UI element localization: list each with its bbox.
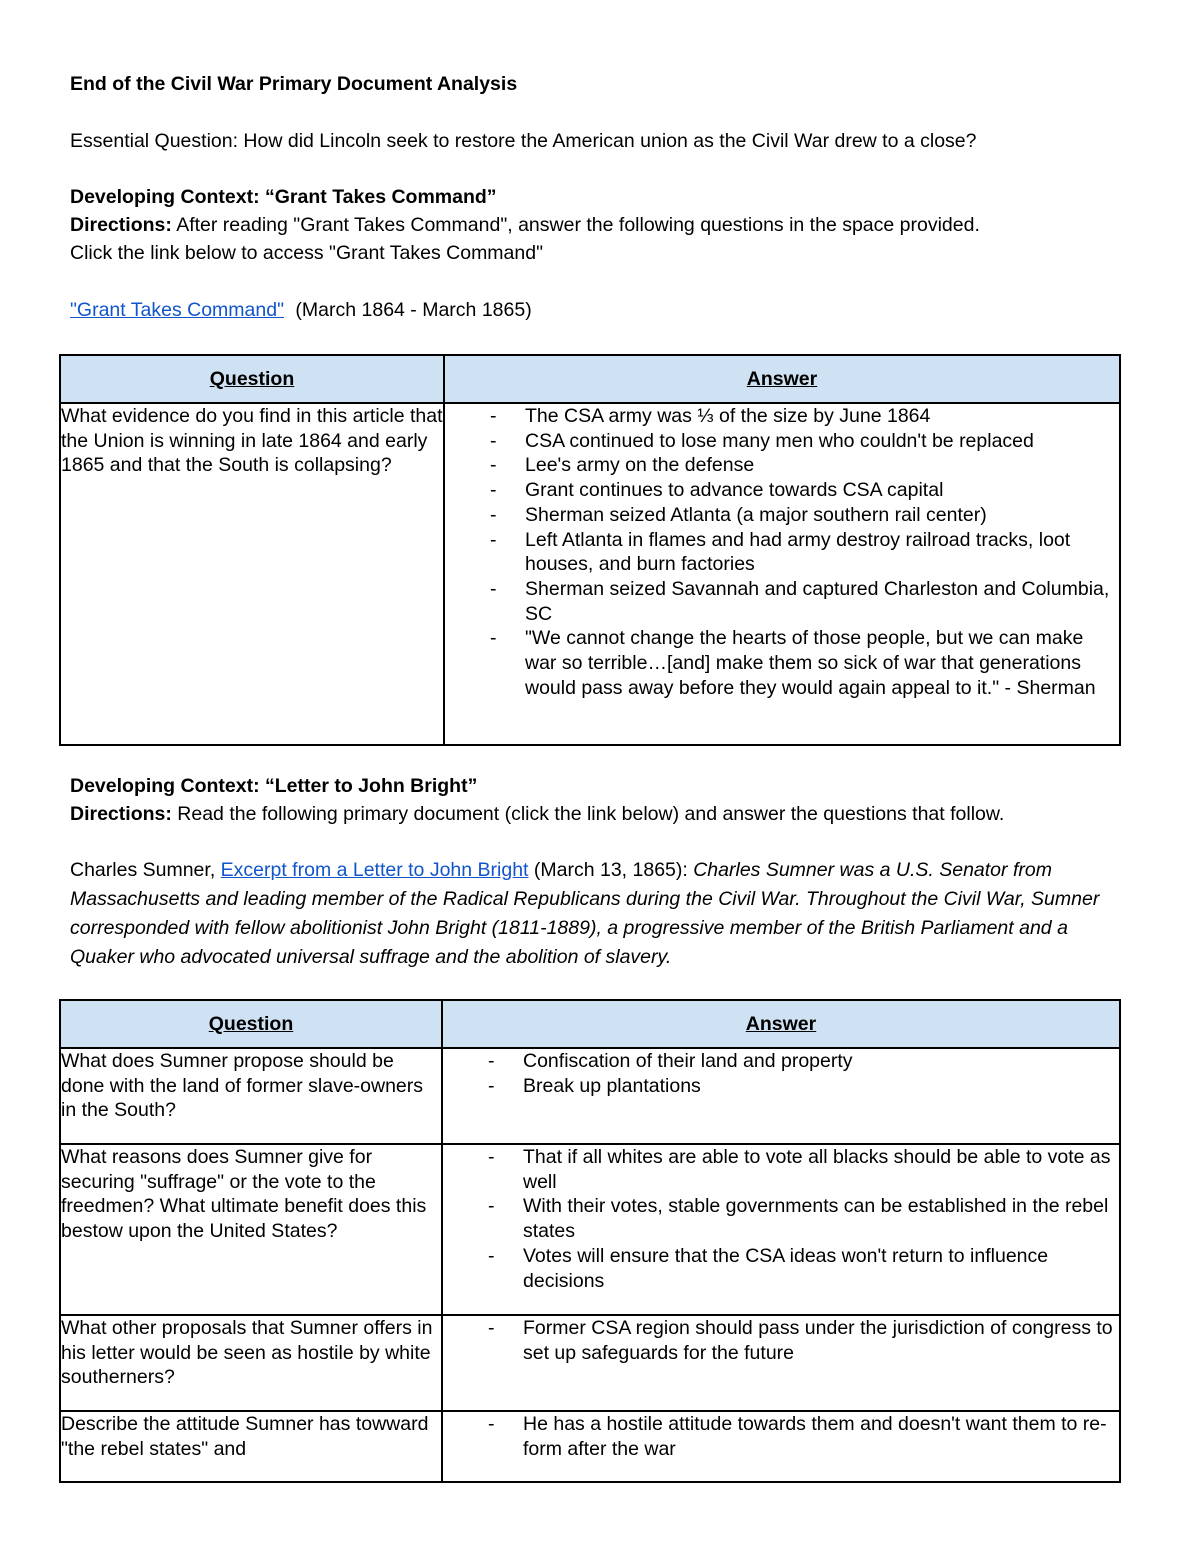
answer-item: - Break up plantations <box>523 1074 1119 1099</box>
answer-list <box>443 1049 1119 1098</box>
sumner-questions-table <box>59 999 1121 1483</box>
table-row <box>60 1411 1120 1482</box>
answer-item: - With their votes, stable governments can be established in the rebel states <box>523 1194 1119 1243</box>
sumner-intro-prefix: Charles Sumner, <box>70 859 221 881</box>
sumner-intro-description: Charles Sumner was a U.S. Senator from Massachusetts and leading member of the Radical Republicans during the Civil War. Throughout the Civil War, Sumner corresponded with fellow abolitionist John Bright (1811-1889), a progressive member of the British Parliament and a Quaker who advocated universal suffrage and the abolition of slavery. <box>70 859 1100 968</box>
section2-directions-text: Read the following primary document (click the link below) and answer the questions that follow. <box>177 803 1005 825</box>
answer-list <box>443 1145 1119 1293</box>
section2-heading-label: Developing Context: <box>70 775 260 797</box>
answer-item: - Former CSA region should pass under the jurisdiction of congress to set up safeguards for the future <box>523 1316 1119 1365</box>
table-row <box>60 1048 1120 1144</box>
answer-item: - Sherman seized Savannah and captured Charleston and Columbia, SC <box>525 577 1119 626</box>
question-cell: Describe the attitude Sumner has towward "the rebel states" and <box>60 1411 442 1482</box>
section2-directions <box>70 800 1004 828</box>
essential-question: Essential Question: How did Lincoln seek to restore the American union as the Civil War drew to a close? <box>70 130 977 152</box>
answer-list <box>445 404 1119 700</box>
answer-cell[interactable] <box>442 1315 1120 1411</box>
question-cell: What does Sumner propose should be done with the land of former slave-owners in the South? <box>60 1048 442 1144</box>
grant-questions-table <box>59 354 1121 746</box>
section1-directions-label: Directions: <box>70 214 172 236</box>
question-column-header: Question <box>60 355 444 403</box>
table-row <box>60 1315 1120 1411</box>
section1-link-line <box>70 296 532 324</box>
section2-heading <box>70 772 477 800</box>
letter-to-john-bright-link[interactable]: Excerpt from a Letter to John Bright <box>220 859 529 881</box>
grant-takes-command-link[interactable]: "Grant Takes Command" <box>70 299 284 321</box>
sumner-intro-date: (March 13, 1865): <box>528 859 694 881</box>
answer-item: - "We cannot change the hearts of those people, but we can make war so terrible…[and] make them so sick of war that generations would pass away before they would again appeal to it." - Sherman <box>525 626 1119 700</box>
answer-item: - Sherman seized Atlanta (a major southern rail center) <box>525 503 1119 528</box>
answer-item: - Confiscation of their land and property <box>523 1049 1119 1074</box>
section1-directions <box>70 211 980 239</box>
question-cell: What evidence do you find in this article that the Union is winning in late 1864 and early 1865 and that the South is collapsing? <box>60 403 444 745</box>
answer-item: - Votes will ensure that the CSA ideas won't return to influence decisions <box>523 1244 1119 1293</box>
question-cell: What reasons does Sumner give for securing "suffrage" or the vote to the freedmen? What ultimate benefit does this bestow upon the United States? <box>60 1144 442 1315</box>
section2-heading-title: “Letter to John Bright” <box>265 775 478 797</box>
answer-item: - That if all whites are able to vote all blacks should be able to vote as well <box>523 1145 1119 1194</box>
answer-cell[interactable] <box>442 1144 1120 1315</box>
table-header-row <box>60 1000 1120 1048</box>
sumner-intro-paragraph <box>70 856 1120 972</box>
answer-cell[interactable] <box>442 1411 1120 1482</box>
section1-heading-title: “Grant Takes Command” <box>265 186 497 208</box>
answer-item: - He has a hostile attitude towards them and doesn't want them to re-form after the war <box>523 1412 1119 1461</box>
answer-column-header: Answer <box>442 1000 1120 1048</box>
section1-directions-text: After reading "Grant Takes Command", answer the following questions in the space provided. <box>176 214 980 236</box>
answer-cell[interactable] <box>444 403 1120 745</box>
table-row <box>60 403 1120 745</box>
answer-item: - The CSA army was ⅓ of the size by June 1864 <box>525 404 1119 429</box>
table-header-row <box>60 355 1120 403</box>
answer-item: - Grant continues to advance towards CSA capital <box>525 478 1119 503</box>
answer-column-header: Answer <box>444 355 1120 403</box>
section1-click-instruction: Click the link below to access "Grant Takes Command" <box>70 242 544 264</box>
question-cell: What other proposals that Sumner offers in his letter would be seen as hostile by white southerners? <box>60 1315 442 1411</box>
question-column-header: Question <box>60 1000 442 1048</box>
answer-list <box>443 1412 1119 1461</box>
answer-item: - Lee's army on the defense <box>525 453 1119 478</box>
section1-heading <box>70 183 497 211</box>
section1-date-range: (March 1864 - March 1865) <box>295 299 532 321</box>
answer-item: - CSA continued to lose many men who couldn't be replaced <box>525 429 1119 454</box>
answer-cell[interactable] <box>442 1048 1120 1144</box>
table-row <box>60 1144 1120 1315</box>
section1-heading-label: Developing Context: <box>70 186 260 208</box>
document-title: End of the Civil War Primary Document Analysis <box>70 73 518 95</box>
answer-list <box>443 1316 1119 1365</box>
section2-directions-label: Directions: <box>70 803 172 825</box>
answer-item: - Left Atlanta in flames and had army destroy railroad tracks, loot houses, and burn factories <box>525 528 1119 577</box>
